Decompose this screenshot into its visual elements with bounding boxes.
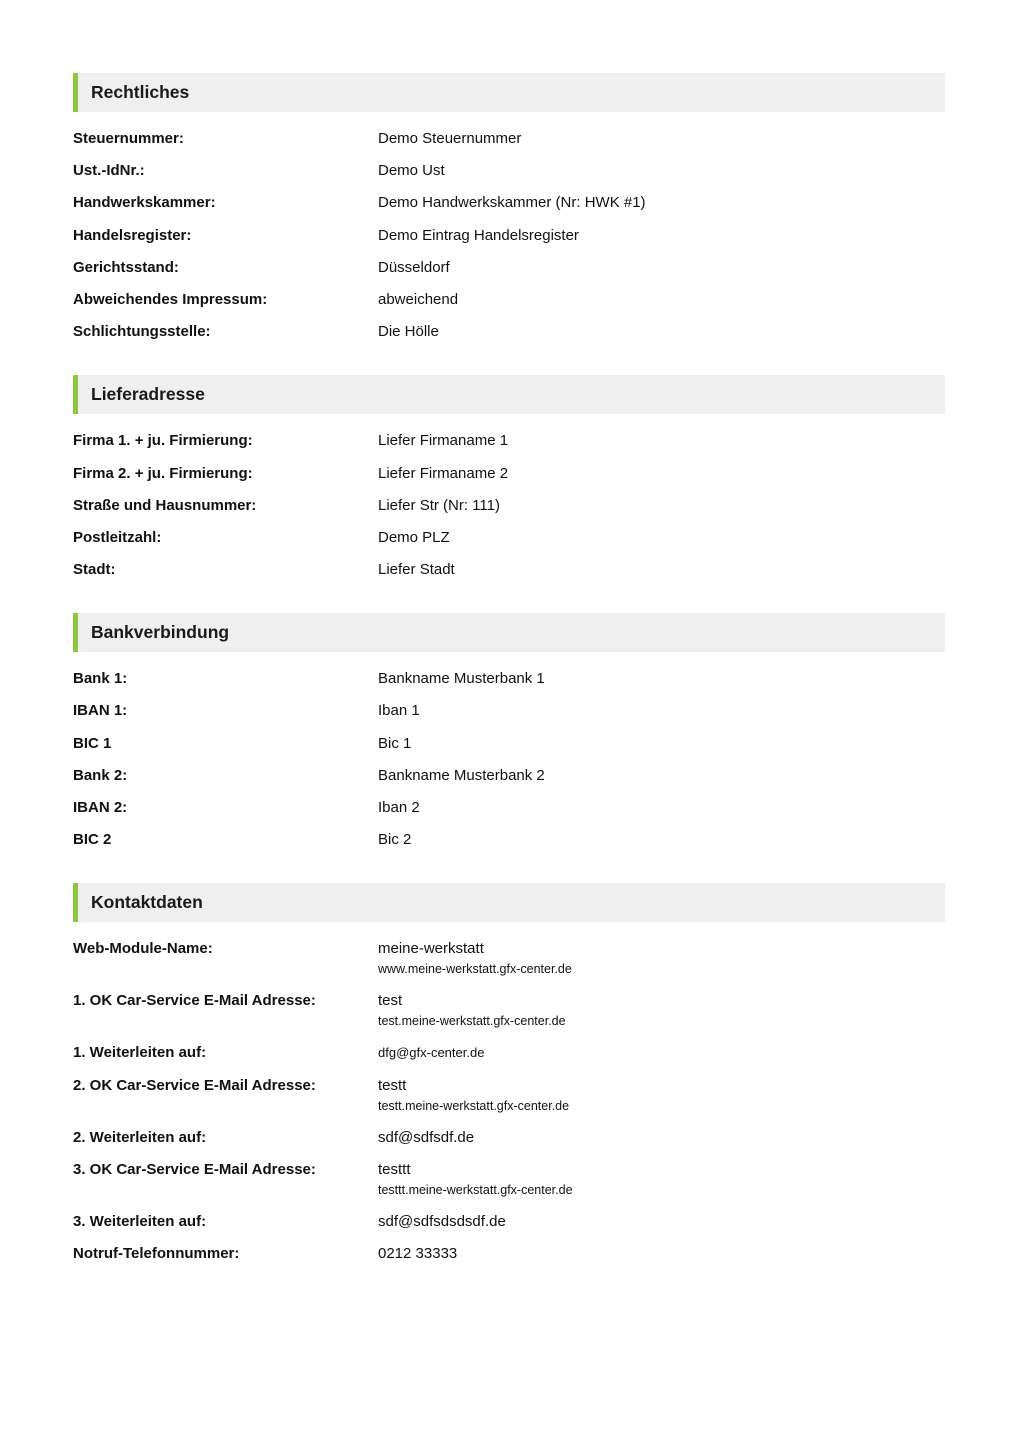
field-value: meine-werkstatt <box>378 940 484 958</box>
field-label: Stadt: <box>73 561 116 579</box>
section-title: Bankverbindung <box>91 622 230 643</box>
field-label: 1. OK Car-Service E-Mail Adresse: <box>73 992 316 1010</box>
field-value: 0212 33333 <box>378 1244 458 1262</box>
field-label: Firma 1. + ju. Firmierung: <box>73 432 253 450</box>
field-label: Bank 2: <box>73 766 128 784</box>
section-rechtliches <box>73 73 945 354</box>
field-row <box>73 701 945 733</box>
field-value: testt <box>378 1076 407 1094</box>
field-value: sdf@sdfsdf.de <box>378 1128 475 1146</box>
field-label: Straße und Hausnummer: <box>73 496 257 514</box>
field-row <box>73 193 945 225</box>
section-header <box>73 613 945 652</box>
field-row <box>73 560 945 592</box>
field-value: test <box>378 992 403 1010</box>
field-label: Ust.-IdNr.: <box>73 162 145 180</box>
section-title: Kontaktdaten <box>91 892 203 913</box>
field-value: Iban 1 <box>378 702 420 720</box>
field-row <box>73 669 945 701</box>
field-row <box>73 1244 945 1276</box>
field-label: Postleitzahl: <box>73 528 162 546</box>
field-row <box>73 258 945 290</box>
field-row <box>73 431 945 463</box>
section-kontaktdaten <box>73 883 945 1276</box>
field-row <box>73 991 945 1043</box>
field-value: Liefer Stadt <box>378 561 455 579</box>
field-row <box>73 322 945 354</box>
field-row <box>73 226 945 258</box>
field-label: BIC 1 <box>73 734 112 752</box>
field-row <box>73 766 945 798</box>
field-label: 2. Weiterleiten auf: <box>73 1128 207 1146</box>
field-subvalue: www.meine-werkstatt.gfx-center.de <box>378 962 572 977</box>
field-value: dfg@gfx-center.de <box>378 1045 485 1061</box>
field-value: testtt <box>378 1160 411 1178</box>
field-label: Abweichendes Impressum: <box>73 290 268 308</box>
section-header <box>73 883 945 922</box>
field-row <box>73 464 945 496</box>
field-label: Firma 2. + ju. Firmierung: <box>73 464 253 482</box>
field-list <box>73 652 945 862</box>
field-label: Handelsregister: <box>73 226 192 244</box>
section-header <box>73 73 945 112</box>
field-list <box>73 922 945 1276</box>
field-value: Liefer Str (Nr: 111) <box>378 496 500 514</box>
section-title: Lieferadresse <box>91 384 205 405</box>
field-value: Demo Handwerkskammer (Nr: HWK #1) <box>378 194 646 212</box>
field-value: Liefer Firmaname 1 <box>378 432 509 450</box>
field-row <box>73 939 945 991</box>
field-subvalue: testt.meine-werkstatt.gfx-center.de <box>378 1098 570 1113</box>
field-row <box>73 798 945 830</box>
field-value: Die Hölle <box>378 323 439 341</box>
field-value: Iban 2 <box>378 799 420 816</box>
field-row <box>73 1160 945 1212</box>
field-row <box>73 1212 945 1244</box>
field-row <box>73 1128 945 1160</box>
section-title: Rechtliches <box>91 82 190 102</box>
section-bankverbindung <box>73 613 945 862</box>
field-label: IBAN 2: <box>73 799 128 816</box>
field-subvalue: test.meine-werkstatt.gfx-center.de <box>378 1014 566 1029</box>
field-subvalue: testtt.meine-werkstatt.gfx-center.de <box>378 1182 573 1197</box>
field-label: BIC 2 <box>73 831 112 849</box>
section-lieferadresse <box>73 375 945 592</box>
field-value: Bic 1 <box>378 734 412 752</box>
field-list <box>73 414 945 592</box>
field-row <box>73 290 945 322</box>
field-row <box>73 528 945 560</box>
field-label: IBAN 1: <box>73 702 128 720</box>
field-value: Düsseldorf <box>378 258 450 276</box>
field-label: 1. Weiterleiten auf: <box>73 1044 207 1062</box>
field-list <box>73 112 945 354</box>
field-label: 3. Weiterleiten auf: <box>73 1212 207 1230</box>
field-label: 3. OK Car-Service E-Mail Adresse: <box>73 1160 316 1178</box>
section-header <box>73 375 945 414</box>
document-page <box>73 73 945 1276</box>
field-label: Steuernummer: <box>73 130 184 147</box>
field-row <box>73 496 945 528</box>
field-row <box>73 830 945 862</box>
field-row <box>73 129 945 161</box>
field-label: Gerichtsstand: <box>73 258 179 276</box>
field-value: Bankname Musterbank 2 <box>378 766 545 784</box>
field-label: Handwerkskammer: <box>73 194 216 212</box>
field-value: sdf@sdfsdsdsdf.de <box>378 1212 506 1230</box>
field-label: Web-Module-Name: <box>73 940 213 958</box>
field-value: Demo Steuernummer <box>378 130 522 147</box>
field-row <box>73 1076 945 1128</box>
field-value: abweichend <box>378 290 459 308</box>
field-row <box>73 734 945 766</box>
field-value: Demo PLZ <box>378 528 450 546</box>
field-row <box>73 1043 945 1075</box>
field-value: Bankname Musterbank 1 <box>378 670 545 688</box>
field-value: Liefer Firmaname 2 <box>378 464 509 482</box>
field-row <box>73 161 945 193</box>
field-value: Demo Eintrag Handelsregister <box>378 226 579 244</box>
field-value: Bic 2 <box>378 831 412 849</box>
field-label: Schlichtungsstelle: <box>73 323 211 341</box>
field-label: 2. OK Car-Service E-Mail Adresse: <box>73 1076 316 1094</box>
field-label: Bank 1: <box>73 670 128 688</box>
field-value: Demo Ust <box>378 162 445 180</box>
field-label: Notruf-Telefonnummer: <box>73 1244 240 1262</box>
